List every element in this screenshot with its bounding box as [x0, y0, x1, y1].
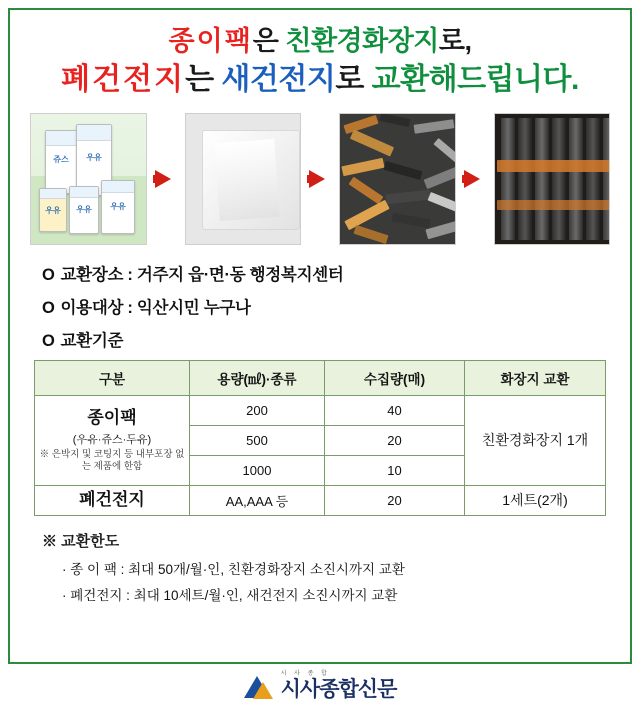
battery-shape	[586, 118, 600, 240]
battery-shape	[552, 118, 566, 240]
cell-exchange-battery: 1세트(2개)	[465, 485, 606, 515]
carton-label: 우유	[86, 152, 102, 162]
headline-keyword-eco-tissue: 친환경화장지	[285, 26, 439, 56]
battery-shape	[350, 129, 394, 156]
category-title: 폐건전지	[79, 490, 145, 510]
column-header-volume: 용량(㎖)·종류	[190, 360, 325, 395]
cell-amount: 10	[325, 455, 465, 485]
battery-shape	[603, 118, 611, 240]
battery-band	[497, 160, 611, 172]
bullet-marker: O	[42, 331, 55, 350]
column-header-category: 구분	[35, 360, 190, 395]
arrow-right-icon	[153, 166, 179, 192]
notes-heading: ※ 교환한도	[42, 532, 120, 550]
mountain-logo-icon	[244, 672, 274, 700]
cell-volume: 1000	[190, 455, 325, 485]
carton-label: 우유	[110, 201, 126, 211]
carton-label: 쥬스	[53, 155, 69, 165]
milk-carton	[69, 186, 99, 234]
battery-shape	[343, 115, 378, 134]
bullet-exchange-criteria	[42, 327, 610, 351]
photo-paper-milk-cartons	[30, 113, 147, 245]
bullet-eligibility	[42, 294, 610, 318]
battery-shape	[414, 119, 455, 133]
photo-strip	[30, 113, 610, 245]
logo-small-text: 시 사 종 합	[280, 671, 330, 677]
bullet-marker: O	[42, 298, 55, 317]
category-title: 종이팩	[87, 408, 137, 428]
battery-shape	[535, 118, 549, 240]
bullet-marker: O	[42, 265, 55, 284]
logo-main-text: 시사종합신문	[280, 678, 397, 701]
battery-shape	[392, 213, 431, 228]
headline-line2-particle: 로	[335, 62, 372, 96]
battery-shape	[398, 132, 434, 158]
headline-keyword-paperpack: 종이팩	[168, 26, 253, 56]
headline-line1-connector: 은	[252, 26, 286, 56]
photo-used-batteries-pile	[339, 113, 456, 245]
battery-shape	[569, 118, 583, 240]
category-note: ※ 은박지 및 코팅지 등 내부포장 없는 제품에 한함	[39, 448, 185, 472]
milk-carton	[39, 188, 67, 232]
headline-line2-verb: 교환해드립니다.	[371, 62, 579, 96]
headline	[30, 24, 610, 99]
cell-category-paperpack	[35, 395, 190, 485]
carton-label: 우유	[45, 205, 61, 215]
bullet-text: 교환기준	[60, 331, 124, 350]
battery-shape	[349, 177, 384, 205]
exchange-criteria-table	[34, 360, 606, 516]
arrow-right-icon	[307, 166, 333, 192]
table-row	[35, 395, 606, 425]
column-header-amount: 수집량(매)	[325, 360, 465, 395]
battery-shape	[341, 158, 384, 177]
battery-shape	[344, 200, 389, 230]
cell-amount: 20	[325, 425, 465, 455]
cell-volume: AA,AAA 등	[190, 485, 325, 515]
note-item-paperpack: · 종 이 팩 : 최대 50개/월·인, 친환경화장지 소진시까지 교환	[62, 561, 405, 577]
milk-carton	[45, 130, 77, 194]
battery-shape	[424, 165, 456, 189]
battery-shape	[383, 161, 422, 180]
bullet-text: 교환장소 : 거주지 읍·면·동 행정복지센터	[60, 265, 344, 284]
poster-content	[12, 10, 628, 604]
arrow-right-icon	[462, 166, 488, 192]
table-header-row	[35, 360, 606, 395]
cell-amount: 20	[325, 485, 465, 515]
note-item-battery: · 폐건전지 : 최대 10세트/월·인, 새건전지 소진시까지 교환	[62, 587, 398, 603]
battery-shape	[428, 192, 456, 213]
table-head	[35, 360, 606, 395]
cell-amount: 40	[325, 395, 465, 425]
headline-keyword-new-battery: 새건전지	[221, 62, 336, 96]
cell-exchange-paperpack: 친환경화장지 1개	[465, 395, 606, 485]
category-subtitle: (우유·쥬스·두유)	[72, 433, 152, 446]
column-header-exchange: 화장지 교환	[465, 360, 606, 395]
photo-toilet-tissue-pack	[185, 113, 302, 245]
battery-band	[497, 200, 611, 210]
battery-shape	[518, 118, 532, 240]
logo-peak-gold	[253, 682, 273, 699]
battery-shape	[353, 225, 388, 244]
headline-line2-connector: 는	[185, 62, 222, 96]
carton-label: 우유	[76, 205, 92, 215]
table-row	[35, 485, 606, 515]
battery-shape	[501, 118, 515, 240]
info-bullets	[30, 261, 610, 351]
milk-carton	[101, 180, 135, 234]
battery-shape	[386, 190, 431, 205]
cell-volume: 200	[190, 395, 325, 425]
table-body	[35, 395, 606, 515]
headline-line1-tail: 로,	[438, 26, 472, 56]
cell-category-battery	[35, 485, 190, 515]
battery-shape	[433, 138, 455, 166]
headline-keyword-used-battery: 폐건전지	[61, 62, 186, 96]
logo-text-block	[281, 671, 397, 700]
publisher-logo	[0, 671, 640, 700]
tissue-pack-shape	[202, 130, 300, 230]
headline-line-2	[30, 61, 610, 99]
photo-new-batteries-pack	[494, 113, 611, 245]
cell-volume: 500	[190, 425, 325, 455]
headline-line-1	[30, 24, 610, 59]
exchange-limit-notes	[30, 530, 610, 604]
bullet-exchange-location	[42, 261, 610, 285]
battery-shape	[379, 113, 410, 127]
bullet-text: 이용대상 : 익산시민 누구나	[60, 298, 251, 317]
